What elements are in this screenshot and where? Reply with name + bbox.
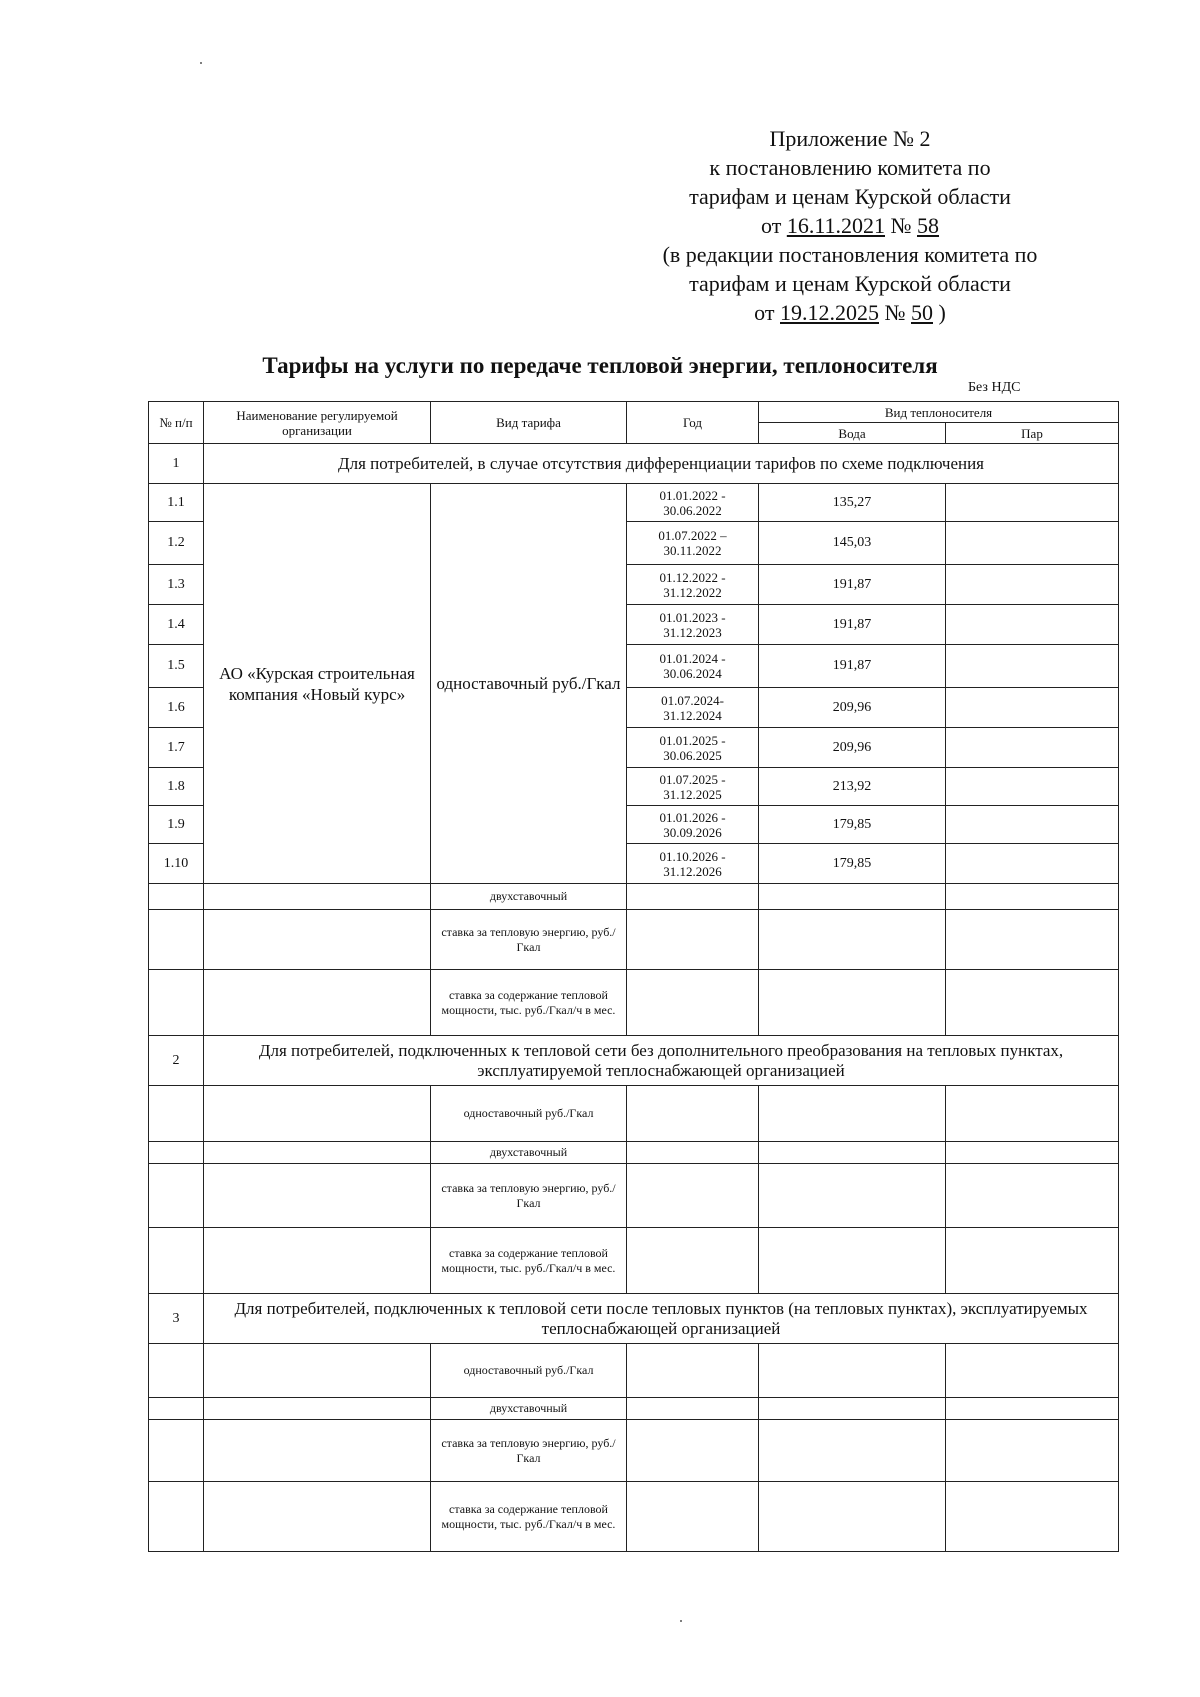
empty-cell xyxy=(627,1086,759,1142)
table-row xyxy=(149,884,1119,910)
empty-cell xyxy=(759,910,946,970)
empty-cell xyxy=(149,1142,204,1164)
row-num: 1.1 xyxy=(149,484,204,522)
row-num: 1.5 xyxy=(149,645,204,688)
row-num: 1.8 xyxy=(149,768,204,806)
empty-cell xyxy=(759,1228,946,1294)
empty-cell xyxy=(204,1086,431,1142)
empty-cell xyxy=(627,884,759,910)
period: 01.07.2025 - 31.12.2025 xyxy=(627,768,759,806)
section-title: Для потребителей, в случае отсутствия дифференциации тарифов по схеме подключения xyxy=(204,444,1119,484)
empty-cell xyxy=(946,1398,1119,1420)
two-part-label: двухставочный xyxy=(431,1398,627,1420)
empty-cell xyxy=(149,1164,204,1228)
section-num: 3 xyxy=(149,1294,204,1344)
section-row xyxy=(149,1294,1119,1344)
amend-date: 19.12.2025 xyxy=(780,300,879,325)
energy-rate-label: ставка за тепловую энергию, руб./Гкал xyxy=(431,1164,627,1228)
decree-number: 58 xyxy=(917,213,939,238)
water-value: 191,87 xyxy=(759,605,946,645)
water-value: 213,92 xyxy=(759,768,946,806)
row-num: 1.9 xyxy=(149,806,204,844)
appendix-date-line xyxy=(640,211,1060,240)
empty-cell xyxy=(149,910,204,970)
water-value: 179,85 xyxy=(759,806,946,844)
energy-rate-label: ставка за тепловую энергию, руб./Гкал xyxy=(431,910,627,970)
header-tariff-type: Вид тарифа xyxy=(431,402,627,444)
steam-value xyxy=(946,844,1119,884)
empty-cell xyxy=(946,1344,1119,1398)
energy-rate-label: ставка за тепловую энергию, руб./Гкал xyxy=(431,1420,627,1482)
empty-cell xyxy=(946,1086,1119,1142)
period: 01.01.2023 - 31.12.2023 xyxy=(627,605,759,645)
steam-value xyxy=(946,484,1119,522)
empty-cell xyxy=(946,1164,1119,1228)
table-row xyxy=(149,1420,1119,1482)
header-water: Вода xyxy=(759,423,946,444)
appendix-line: тарифам и ценам Курской области xyxy=(689,184,1011,209)
empty-cell xyxy=(627,970,759,1036)
table-row xyxy=(149,1228,1119,1294)
table-row xyxy=(149,910,1119,970)
number-sign: № xyxy=(884,300,906,325)
capacity-rate-label: ставка за содержание тепловой мощности, тыс. руб./Гкал/ч в мес. xyxy=(431,1228,627,1294)
vat-note: Без НДС xyxy=(968,380,1021,395)
water-value: 179,85 xyxy=(759,844,946,884)
steam-value xyxy=(946,645,1119,688)
empty-cell xyxy=(946,1420,1119,1482)
two-part-label: двухставочный xyxy=(431,884,627,910)
empty-cell xyxy=(627,1344,759,1398)
section-title: Для потребителей, подключенных к тепловой сети без дополнительного преобразования на тепловых пунктах, эксплуатируемой теплоснабжающей организацией xyxy=(204,1036,1119,1086)
appendix-line: (в редакции постановления комитета по xyxy=(662,242,1038,267)
table-row xyxy=(149,1086,1119,1142)
table-row xyxy=(149,484,1119,522)
empty-cell xyxy=(204,970,431,1036)
empty-cell xyxy=(204,1420,431,1482)
capacity-rate-label: ставка за содержание тепловой мощности, тыс. руб./Гкал/ч в мес. xyxy=(431,970,627,1036)
empty-cell xyxy=(149,884,204,910)
water-value: 209,96 xyxy=(759,728,946,768)
tariff-table xyxy=(148,401,1119,1552)
steam-value xyxy=(946,806,1119,844)
empty-cell xyxy=(946,1142,1119,1164)
document-title: Тарифы на услуги по передаче тепловой энергии, теплоносителя xyxy=(262,353,938,378)
empty-cell xyxy=(759,1344,946,1398)
tariff-type: одноставочный руб./Гкал xyxy=(431,484,627,884)
empty-cell xyxy=(149,1398,204,1420)
empty-cell xyxy=(149,1344,204,1398)
row-num: 1.10 xyxy=(149,844,204,884)
empty-cell xyxy=(946,910,1119,970)
header-steam: Пар xyxy=(946,423,1119,444)
number-sign: № xyxy=(890,213,912,238)
appendix-block xyxy=(640,124,1060,327)
empty-cell xyxy=(204,1164,431,1228)
organization-name: АО «Курская строительная компания «Новый курс» xyxy=(204,484,431,884)
appendix-prefix: от xyxy=(754,300,775,325)
empty-cell xyxy=(759,1142,946,1164)
empty-cell xyxy=(627,1482,759,1552)
header-num: № п/п xyxy=(149,402,204,444)
period: 01.12.2022 - 31.12.2022 xyxy=(627,565,759,605)
empty-cell xyxy=(946,1228,1119,1294)
table-row xyxy=(149,970,1119,1036)
empty-cell xyxy=(204,1344,431,1398)
row-num: 1.4 xyxy=(149,605,204,645)
empty-cell xyxy=(759,1420,946,1482)
appendix-prefix: от xyxy=(760,213,782,238)
capacity-rate-label: ставка за содержание тепловой мощности, тыс. руб./Гкал/ч в мес. xyxy=(431,1482,627,1552)
water-value: 191,87 xyxy=(759,645,946,688)
water-value: 191,87 xyxy=(759,565,946,605)
empty-cell xyxy=(204,884,431,910)
empty-cell xyxy=(149,1420,204,1482)
steam-value xyxy=(946,565,1119,605)
period: 01.07.2022 – 30.11.2022 xyxy=(627,522,759,565)
appendix-line: к постановлению комитета по xyxy=(709,155,991,180)
table-row xyxy=(149,1344,1119,1398)
empty-cell xyxy=(627,1142,759,1164)
table-row xyxy=(149,1398,1119,1420)
steam-value xyxy=(946,728,1119,768)
section-num: 2 xyxy=(149,1036,204,1086)
two-part-label: двухставочный xyxy=(431,1142,627,1164)
scan-speck xyxy=(680,1620,682,1622)
appendix-line: тарифам и ценам Курской области xyxy=(689,271,1011,296)
table-header-row xyxy=(149,402,1119,423)
decree-date: 16.11.2021 xyxy=(786,213,885,238)
empty-cell xyxy=(149,970,204,1036)
row-num: 1.6 xyxy=(149,688,204,728)
empty-cell xyxy=(627,910,759,970)
scan-speck xyxy=(200,62,202,64)
appendix-amend-line xyxy=(640,298,1060,327)
empty-cell xyxy=(627,1420,759,1482)
empty-cell xyxy=(759,1482,946,1552)
empty-cell xyxy=(759,1164,946,1228)
section-num: 1 xyxy=(149,444,204,484)
amend-number: 50 xyxy=(911,300,933,325)
empty-cell xyxy=(627,1164,759,1228)
empty-cell xyxy=(759,884,946,910)
header-org: Наименование регулируемой организации xyxy=(204,402,431,444)
steam-value xyxy=(946,522,1119,565)
empty-cell xyxy=(759,1398,946,1420)
period: 01.01.2025 - 30.06.2025 xyxy=(627,728,759,768)
water-value: 135,27 xyxy=(759,484,946,522)
empty-cell xyxy=(946,884,1119,910)
one-part-label: одноставочный руб./Гкал xyxy=(431,1086,627,1142)
steam-value xyxy=(946,605,1119,645)
water-value: 209,96 xyxy=(759,688,946,728)
header-coolant: Вид теплоносителя xyxy=(759,402,1119,423)
period: 01.10.2026 - 31.12.2026 xyxy=(627,844,759,884)
empty-cell xyxy=(204,1482,431,1552)
empty-cell xyxy=(627,1228,759,1294)
table-row xyxy=(149,1142,1119,1164)
header-year: Год xyxy=(627,402,759,444)
section-row xyxy=(149,1036,1119,1086)
period: 01.01.2022 - 30.06.2022 xyxy=(627,484,759,522)
empty-cell xyxy=(204,910,431,970)
empty-cell xyxy=(149,1086,204,1142)
steam-value xyxy=(946,768,1119,806)
table-row xyxy=(149,1482,1119,1552)
empty-cell xyxy=(204,1228,431,1294)
empty-cell xyxy=(946,970,1119,1036)
appendix-line: Приложение № 2 xyxy=(769,126,931,151)
closing-paren: ) xyxy=(938,300,946,325)
empty-cell xyxy=(204,1142,431,1164)
empty-cell xyxy=(149,1228,204,1294)
section-title: Для потребителей, подключенных к тепловой сети после тепловых пунктов (на тепловых пунктах), эксплуатируемых теплоснабжающей организацией xyxy=(204,1294,1119,1344)
section-row xyxy=(149,444,1119,484)
empty-cell xyxy=(759,1086,946,1142)
steam-value xyxy=(946,688,1119,728)
empty-cell xyxy=(149,1482,204,1552)
table-row xyxy=(149,1164,1119,1228)
row-num: 1.3 xyxy=(149,565,204,605)
period: 01.01.2024 - 30.06.2024 xyxy=(627,645,759,688)
row-num: 1.7 xyxy=(149,728,204,768)
empty-cell xyxy=(946,1482,1119,1552)
period: 01.01.2026 - 30.09.2026 xyxy=(627,806,759,844)
empty-cell xyxy=(759,970,946,1036)
water-value: 145,03 xyxy=(759,522,946,565)
one-part-label: одноставочный руб./Гкал xyxy=(431,1344,627,1398)
empty-cell xyxy=(204,1398,431,1420)
period: 01.07.2024- 31.12.2024 xyxy=(627,688,759,728)
empty-cell xyxy=(627,1398,759,1420)
row-num: 1.2 xyxy=(149,522,204,565)
